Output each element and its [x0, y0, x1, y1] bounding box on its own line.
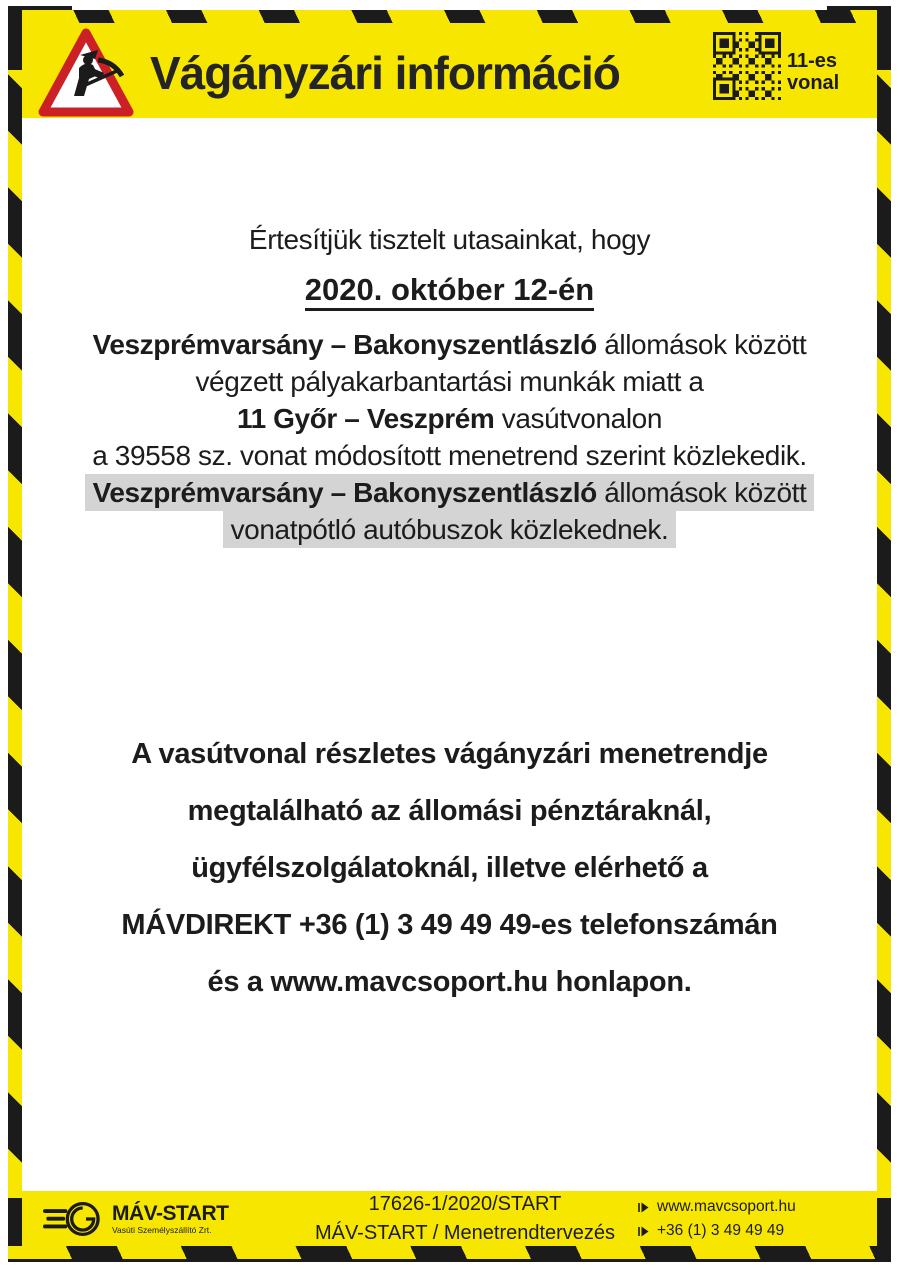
document-number: 17626-1/2020/START — [368, 1193, 562, 1215]
website-text: www.mavcsoport.hu — [657, 1198, 796, 1215]
roadworks-warning-icon — [36, 26, 136, 120]
mav-start-logo — [42, 1198, 292, 1240]
date-line — [22, 272, 877, 308]
arrow-right-icon — [638, 1226, 649, 1237]
notice-highlight-2: vonatpótló autóbuszok közlekednek. — [22, 511, 877, 548]
rail-line-rest: vasútvonalon — [494, 403, 662, 434]
logo-text — [112, 1201, 229, 1235]
footer-center — [292, 1193, 638, 1245]
logo-subtitle: Vasúti Személyszállító Zrt. — [112, 1224, 212, 1235]
notice-line-2: végzett pályakarbantartási munkák miatt a — [195, 366, 704, 397]
station-pair-rest: állomások között — [596, 329, 807, 360]
intro-line: Értesítjük tisztelt utasainkat, hogy — [248, 224, 651, 255]
info-line-5: és a www.mavcsoport.hu honlapon. — [207, 966, 692, 998]
highlight-station-pair: Veszprémvarsány – Bakonyszentlászló — [92, 477, 597, 508]
header-band — [22, 10, 877, 118]
issuing-department: MÁV-START / Menetrendtervezés — [314, 1222, 616, 1244]
info-line-1: A vasútvonal részletes vágányzári menetrendje — [131, 738, 768, 770]
phone-row — [638, 1219, 853, 1243]
notice-highlight-1 — [22, 474, 877, 511]
rail-line-bold: 11 Győr – Veszprém — [237, 403, 495, 434]
notice-paragraph — [22, 326, 877, 548]
info-line-4: MÁVDIREKT +36 (1) 3 49 49 49-es telefonszámán — [121, 909, 778, 941]
info-line-2: megtalálható az állomási pénztáraknál, — [187, 795, 712, 827]
mav-winged-wheel-icon — [42, 1198, 108, 1240]
line-number: 11-es — [787, 50, 838, 72]
station-pair-bold: Veszprémvarsány – Bakonyszentlászló — [92, 329, 597, 360]
footer-contacts — [638, 1195, 853, 1243]
arrow-right-icon — [638, 1202, 649, 1213]
highlight-station-rest: állomások között — [596, 477, 807, 508]
logo-title: MÁV-START — [112, 1201, 229, 1225]
info-paragraph — [22, 726, 877, 1011]
notice-line-1 — [22, 326, 877, 363]
website-row — [638, 1195, 853, 1219]
notice-line-4: a 39558 sz. vonat módosított menetrend szerint közlekedik. — [92, 440, 807, 471]
poster-title: Vágányzári információ — [150, 47, 620, 99]
striped-border-left — [8, 10, 22, 1262]
date-underlined: 2020. október 12-én — [305, 272, 594, 311]
hazard-stripes-bottom — [8, 1246, 891, 1262]
footer-band — [22, 1191, 877, 1247]
notice-body — [22, 118, 877, 1192]
qr-code — [713, 32, 781, 100]
line-word: vonal — [787, 72, 840, 94]
line-number-label — [787, 50, 861, 94]
hazard-stripes-top — [22, 10, 877, 23]
phone-text: +36 (1) 3 49 49 49 — [657, 1222, 785, 1239]
info-line-3: ügyfélszolgálatoknál, illetve elérhető a — [191, 852, 708, 884]
notice-line-3 — [22, 400, 877, 437]
striped-border-right — [877, 10, 891, 1262]
